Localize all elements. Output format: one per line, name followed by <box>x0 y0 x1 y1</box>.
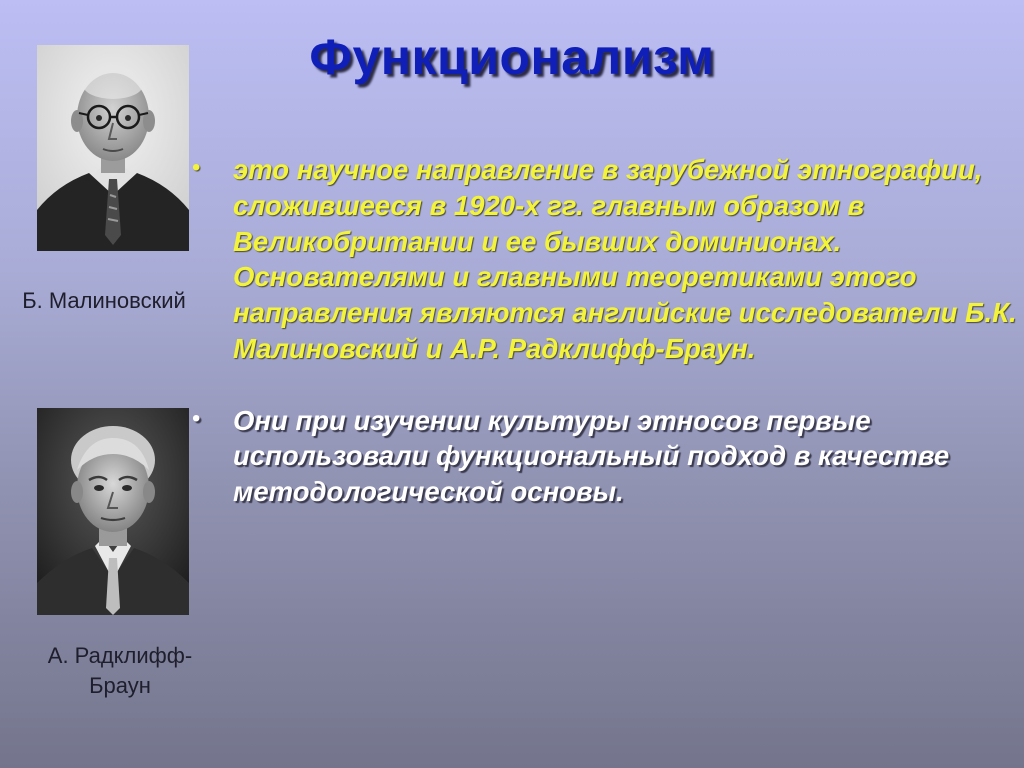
portrait-malinowski-photo <box>37 45 189 251</box>
bullet-functional-approach <box>190 403 1018 510</box>
portrait-radcliffe-brown-photo <box>37 408 189 615</box>
portrait-photo-icon <box>37 45 189 251</box>
bullet-functional-approach-text: Они при изучении культуры этносов первые использовали функциональный подход в качестве методологической основы. <box>233 404 950 507</box>
bullet-marker: • <box>192 154 201 181</box>
bullet-definition <box>190 152 1018 367</box>
portrait-photo-icon <box>37 408 189 615</box>
portrait-caption-malinowski: Б. Малиновский <box>22 288 186 313</box>
slide-title: Функционализм <box>309 29 715 85</box>
bullet-list <box>190 152 1018 510</box>
bullet-definition-text: это научное направление в зарубежной этнографии, сложившееся в 1920-х гг. главным образом в Великобритании и ее бывших доминионах. Основателями и главными теоретиками этого направления являются английские исследователи Б.К. Малиновский и А.Р. Радклифф-Браун. <box>233 154 1017 364</box>
portrait-caption-radcliffe-brown: А. Радклифф-Браун <box>47 643 193 699</box>
bullet-marker: • <box>192 404 201 432</box>
